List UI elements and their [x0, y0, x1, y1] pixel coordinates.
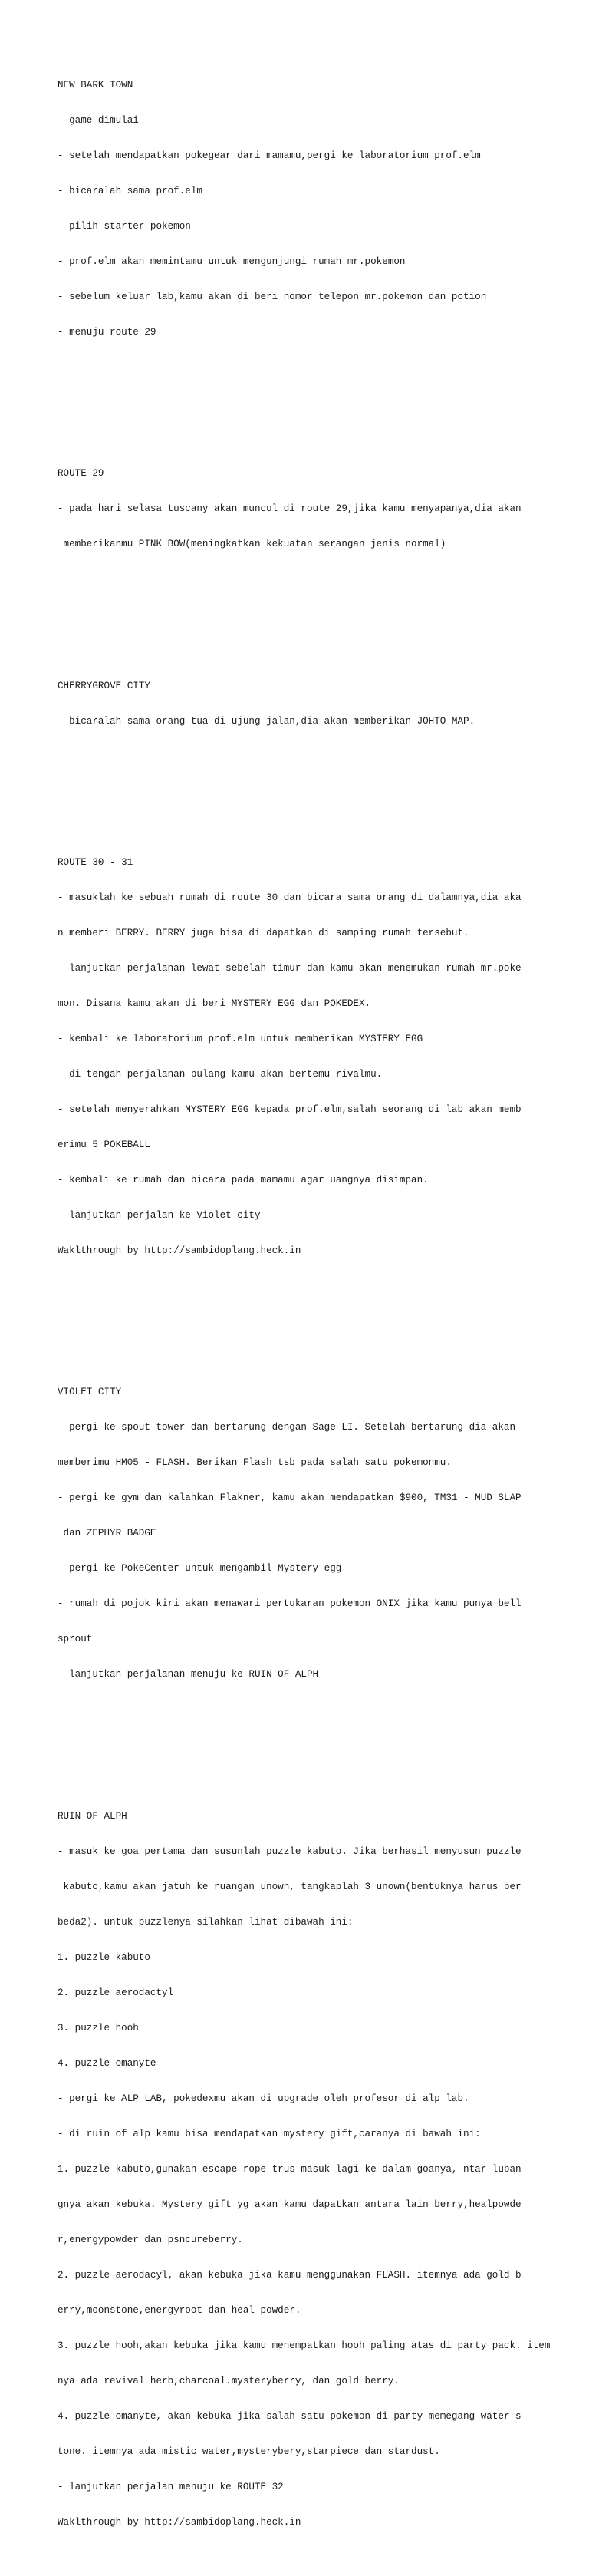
blank-line	[58, 1728, 579, 1740]
text-line: - di ruin of alp kamu bisa mendapatkan mystery gift,caranya di bawah ini:	[58, 2128, 481, 2139]
text-line: - lanjutkan perjalan menuju ke ROUTE 32	[58, 2482, 284, 2493]
list-item: 2. puzzle aerodactyl	[58, 1987, 174, 1998]
list-item: 2. puzzle aerodacyl, akan kebuka jika kamu menggunakan FLASH. itemnya ada gold b	[58, 2270, 522, 2281]
text-line: - rumah di pojok kiri akan menawari pertukaran pokemon ONIX jika kamu punya bell	[58, 1598, 522, 1610]
list-item: 4. puzzle omanyte	[58, 2057, 156, 2069]
text-line: - setelah menyerahkan MYSTERY EGG kepada prof.elm,salah seorang di lab akan memb	[58, 1103, 522, 1115]
text-line: memberikanmu PINK BOW(meningkatkan kekuatan serangan jenis normal)	[58, 539, 446, 550]
section-title: RUIN OF ALPH	[58, 1810, 127, 1822]
list-item: 1. puzzle kabuto,gunakan escape rope trus masuk lagi ke dalam goanya, ntar luban	[58, 2163, 522, 2175]
text-line: - prof.elm akan memintamu untuk mengunjungi rumah mr.pokemon	[58, 256, 406, 268]
text-line: kabuto,kamu akan jatuh ke ruangan unown, tangkaplah 3 unown(bentuknya harus ber	[58, 1881, 522, 1892]
text-line: - pada hari selasa tuscany akan muncul di route 29,jika kamu menyapanya,dia akan	[58, 503, 522, 515]
section-route-29	[58, 445, 579, 575]
section-violet-city	[58, 1364, 579, 1705]
section-title: VIOLET CITY	[58, 1387, 122, 1398]
text-line: - bicaralah sama orang tua di ujung jalan,dia akan memberikan JOHTO MAP.	[58, 715, 475, 727]
text-line: - pergi ke PokeCenter untuk mengambil Mystery egg	[58, 1563, 342, 1575]
section-new-bark-town	[58, 56, 579, 362]
text-line: - pergi ke spout tower dan bertarung dengan Sage LI. Setelah bertarung dia akan	[58, 1422, 516, 1433]
section-title: ROUTE 29	[58, 468, 104, 480]
list-item: 3. puzzle hooh,akan kebuka jika kamu menempatkan hooh paling atas di party pack. item	[58, 2340, 551, 2352]
text-line: - di tengah perjalanan pulang kamu akan bertemu rivalmu.	[58, 1068, 383, 1080]
text-line: - lanjutkan perjalan ke Violet city	[58, 1210, 261, 1222]
text-line: nya ada revival herb,charcoal.mysteryberry, dan gold berry.	[58, 2376, 400, 2387]
text-line: - sebelum keluar lab,kamu akan di beri nomor telepon mr.pokemon dan potion	[58, 292, 487, 303]
section-title: CHERRYGROVE CITY	[58, 680, 150, 691]
section-title: ROUTE 30 - 31	[58, 856, 133, 868]
list-item: 3. puzzle hooh	[58, 2022, 139, 2033]
walkthrough-credit: Waklthrough by http://sambidoplang.heck.in	[58, 2517, 301, 2528]
section-title: NEW BARK TOWN	[58, 80, 133, 91]
text-line: - setelah mendapatkan pokegear dari mamamu,pergi ke laboratorium prof.elm	[58, 150, 481, 162]
section-cherrygrove-city	[58, 657, 579, 751]
section-ruin-of-alph	[58, 1787, 579, 2552]
text-line: erimu 5 POKEBALL	[58, 1140, 150, 1150]
text-line: - menuju route 29	[58, 327, 156, 338]
text-line: gnya akan kebuka. Mystery gift yg akan kamu dapatkan antara lain berry,healpowde	[58, 2198, 522, 2210]
section-route-30-31	[58, 833, 579, 1281]
text-line: - game dimulai	[58, 115, 139, 127]
text-line: beda2). untuk puzzlenya silahkan lihat dibawah ini:	[58, 1916, 354, 1928]
blank-line	[58, 1304, 579, 1316]
text-line: tone. itemnya ada mistic water,mysterybery,starpiece dan stardust.	[58, 2446, 440, 2458]
list-item: 4. puzzle omanyte, akan kebuka jika salah satu pokemon di party memegang water s	[58, 2411, 522, 2423]
text-line: - lanjutkan perjalanan lewat sebelah timur dan kamu akan menemukan rumah mr.poke	[58, 962, 522, 974]
blank-line	[58, 598, 579, 609]
document-page	[58, 9, 579, 2576]
blank-line	[58, 386, 579, 397]
text-line: n memberi BERRY. BERRY juga bisa di dapatkan di samping rumah tersebut.	[58, 927, 469, 938]
text-line: - masuk ke goa pertama dan susunlah puzzle kabuto. Jika berhasil menyusun puzzle	[58, 1845, 522, 1857]
text-line: sprout	[58, 1634, 93, 1645]
text-line: dan ZEPHYR BADGE	[58, 1528, 156, 1539]
text-line: - pergi ke gym dan kalahkan Flakner, kamu akan mendapatkan $900, TM31 - MUD SLAP	[58, 1492, 522, 1504]
blank-line	[58, 774, 579, 786]
text-line: mon. Disana kamu akan di beri MYSTERY EGG dan POKEDEX.	[58, 998, 371, 1009]
text-line: - kembali ke laboratorium prof.elm untuk memberikan MYSTERY EGG	[58, 1033, 423, 1044]
text-line: r,energypowder dan psncureberry.	[58, 2234, 243, 2245]
walkthrough-credit: Waklthrough by http://sambidoplang.heck.in	[58, 1245, 301, 1257]
text-line: - kembali ke rumah dan bicara pada mamamu agar uangnya disimpan.	[58, 1175, 429, 1186]
text-line: - pergi ke ALP LAB, pokedexmu akan di upgrade oleh profesor di alp lab.	[58, 2093, 469, 2104]
text-line: - masuklah ke sebuah rumah di route 30 dan bicara sama orang di dalamnya,dia aka	[58, 892, 522, 903]
text-line: - pilih starter pokemon	[58, 221, 191, 233]
text-line: erry,moonstone,energyroot dan heal powder.	[58, 2305, 301, 2317]
text-line: - bicaralah sama prof.elm	[58, 186, 202, 197]
list-item: 1. puzzle kabuto	[58, 1951, 150, 1963]
text-line: - lanjutkan perjalanan menuju ke RUIN OF ALPH	[58, 1669, 319, 1681]
text-line: memberimu HM05 - FLASH. Berikan Flash tsb pada salah satu pokemonmu.	[58, 1457, 452, 1469]
